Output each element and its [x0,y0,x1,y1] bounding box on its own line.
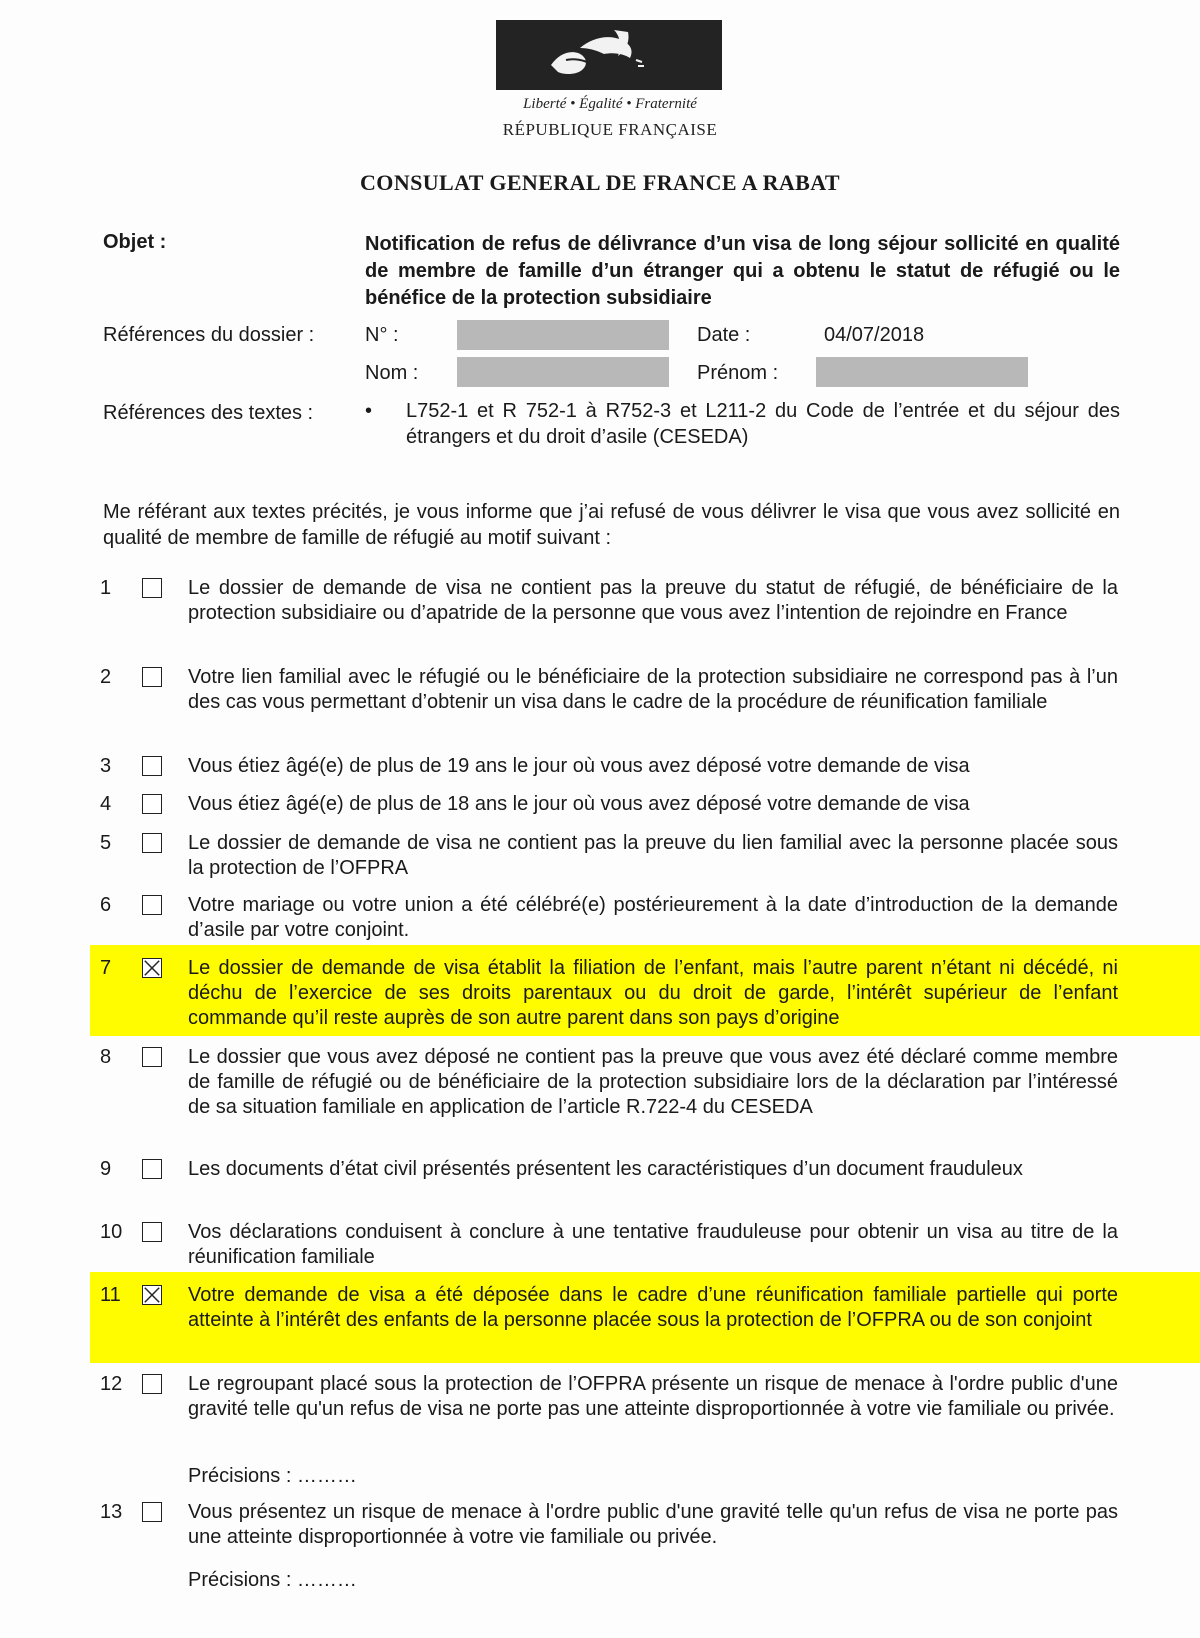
item-number: 13 [100,1501,123,1523]
check-x-icon [143,1286,161,1304]
item-text: Vous présentez un risque de menace à l'ordre public d'une gravité telle qu'un refus de visa ne porte pas une atteinte disproportionnée à votre vie familiale ou privée. [188,1501,1118,1548]
checkbox-checked[interactable] [142,958,162,978]
checkbox[interactable] [142,1222,162,1242]
item-text: Votre mariage ou votre union a été célébré(e) postérieurement à la date d’introduction de la demande d’asile par votre conjoint. [188,894,1118,941]
item-text: Votre demande de visa a été déposée dans le cadre d’une réunification familiale partielle qui porte atteinte à l’intérêt des enfants de la personne placée sous la protection de l’OFPRA ou de son conjoint [188,1284,1118,1331]
page-title: CONSULAT GENERAL DE FRANCE A RABAT [360,170,840,195]
item-text: Vous étiez âgé(e) de plus de 19 ans le jour où vous avez déposé votre demande de visa [188,755,970,777]
item-number: 3 [100,755,112,777]
bullet: • [365,400,373,422]
item-text: Le dossier de demande de visa ne contient pas la preuve du statut de réfugié, de bénéficiaire de la protection subsidiaire ou d’apatride de la personne que vous avez l’intention de rejoindre en France [188,577,1118,624]
checkbox[interactable] [142,794,162,814]
precisions-13: Précisions : ……… [188,1569,357,1591]
item-number: 2 [100,666,112,688]
checkbox[interactable] [142,1047,162,1067]
item-number: 8 [100,1046,112,1068]
item-text: Le dossier que vous avez déposé ne contient pas la preuve que vous avez été déclaré comme membre de famille de réfugié ou de bénéficiaire de la protection subsidiaire lors de la déclaration par l’intéressé de sa situation familiale en application de l’article R.722-4 du CESEDA [188,1046,1118,1118]
intro-paragraph: Me référant aux textes précités, je vous informe que j’ai refusé de vous délivrer le visa que vous avez sollicité en qualité de membre de famille de réfugié au motif suivant : [103,501,1120,549]
item-number: 5 [100,832,112,854]
checkbox[interactable] [142,756,162,776]
item-text: Votre lien familial avec le réfugié ou le bénéficiaire de la protection subsidiaire ne correspond pas à l’un des cas vous permettant d’obtenir un visa dans le cadre de la procédure de réunification familiale [188,666,1118,713]
checkbox-checked[interactable] [142,1285,162,1305]
check-x-icon [143,959,161,977]
textes-references-value: L752-1 et R 752-1 à R752-3 et L211-2 du Code de l’entrée et du séjour des étrangers et du droit d’asile (CESEDA) [406,400,1120,448]
item-number: 6 [100,894,112,916]
redacted-number [457,320,669,350]
checkbox[interactable] [142,1159,162,1179]
item-number: 4 [100,793,112,815]
date-label: Date : [697,324,751,346]
precisions-12: Précisions : ……… [188,1465,357,1487]
item-number: 7 [100,957,112,979]
item-text: Le dossier de demande de visa ne contient pas la preuve du lien familial avec la personne placée sous la protection de l’OFPRA [188,832,1118,879]
item-text: Les documents d’état civil présentés présentent les caractéristiques d’un document frauduleux [188,1158,1023,1180]
republic-name: RÉPUBLIQUE FRANÇAISE [502,120,718,139]
item-number: 10 [100,1221,123,1243]
objet-label: Objet : [103,231,167,253]
nom-label: Nom : [365,362,419,384]
redacted-prenom [816,357,1028,387]
date-value: 04/07/2018 [824,324,925,346]
dossier-references-label: Références du dossier : [103,324,315,346]
checkbox[interactable] [142,578,162,598]
checkbox[interactable] [142,1374,162,1394]
redacted-nom [457,357,669,387]
item-number: 1 [100,577,112,599]
item-number: 11 [100,1284,121,1306]
dossier-number-label: N° : [365,324,399,346]
prenom-label: Prénom : [697,362,779,384]
item-text: Le dossier de demande de visa établit la filiation de l’enfant, mais l’autre parent n’étant ni décédé, ni déchu de l’exercice de ses droits parentaux ou du droit de garde, l’intérêt supérieur de l’enfant commande qu’il reste auprès de son autre parent dans son pays d’origine [188,957,1118,1029]
checkbox[interactable] [142,833,162,853]
item-text: Vos déclarations conduisent à conclure à une tentative frauduleuse pour obtenir un visa au titre de la réunification familiale [188,1221,1118,1268]
checkbox[interactable] [142,667,162,687]
item-text: Le regroupant placé sous la protection de l’OFPRA présente un risque de menace à l'ordre public d'une gravité telle qu'un refus de visa ne porte pas une atteinte disproportionnée à votre vie familiale ou privée. [188,1373,1118,1420]
checkbox[interactable] [142,895,162,915]
objet-text: Notification de refus de délivrance d’un visa de long séjour sollicité en qualité de membre de famille d’un étranger qui a obtenu le statut de réfugié ou le bénéfice de la protection subsidiaire [365,233,1120,309]
item-number: 12 [100,1373,123,1395]
item-text: Vous étiez âgé(e) de plus de 18 ans le jour où vous avez déposé votre demande de visa [188,793,970,815]
textes-references-label: Références des textes : [103,402,314,424]
checkbox[interactable] [142,1502,162,1522]
marianne-icon [496,20,722,90]
republique-francaise-logo [496,20,722,90]
motto: Liberté • Égalité • Fraternité [523,96,697,112]
item-number: 9 [100,1158,112,1180]
